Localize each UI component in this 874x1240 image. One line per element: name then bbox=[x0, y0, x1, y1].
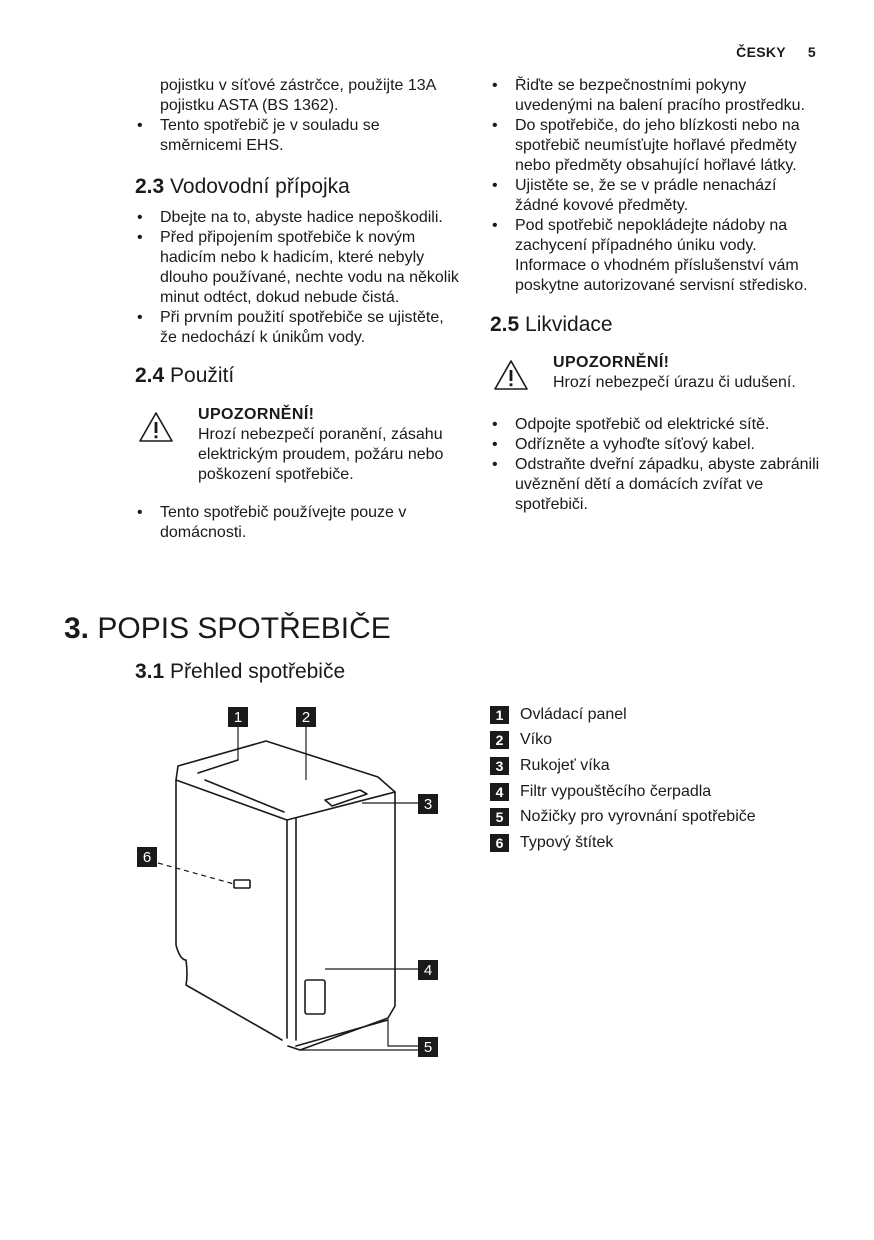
list-item: • Dbejte na to, abyste hadice nepoškodili. bbox=[135, 208, 465, 228]
legend-label: Filtr vypouštěcího čerpadla bbox=[520, 782, 712, 800]
header-language: ČESKY bbox=[736, 44, 786, 60]
warning-text: Hrozí nebezpečí úrazu či udušení. bbox=[553, 374, 796, 391]
legend-item bbox=[490, 753, 756, 779]
list-item: • Do spotřebiče, do jeho blízkosti nebo na spotřebič neumísťujte hořlavé předměty nebo předměty obsahující hořlavé látky. bbox=[490, 116, 820, 176]
page-number: 5 bbox=[807, 44, 816, 60]
svg-text:4: 4 bbox=[423, 962, 433, 979]
section-title: Vodovodní přípojka bbox=[170, 175, 350, 198]
legend-item bbox=[490, 804, 756, 830]
legend-label: Víko bbox=[520, 731, 553, 749]
list-item: • Tento spotřebič je v souladu se směrnicemi EHS. bbox=[135, 116, 465, 156]
callout-2 bbox=[296, 707, 316, 727]
legend-item bbox=[490, 830, 756, 856]
section-title: Přehled spotřebiče bbox=[170, 660, 346, 683]
section-title: Likvidace bbox=[525, 313, 613, 336]
legend-label: Rukojeť víka bbox=[520, 756, 610, 774]
warning-title: UPOZORNĚNÍ! bbox=[198, 406, 315, 423]
svg-text:1: 1 bbox=[233, 709, 243, 726]
warning-title: UPOZORNĚNÍ! bbox=[553, 354, 670, 371]
svg-text:5: 5 bbox=[423, 1039, 433, 1056]
svg-text:2: 2 bbox=[301, 709, 311, 726]
section-number: 3.1 bbox=[135, 660, 165, 683]
legend-number: 3 bbox=[490, 757, 509, 775]
legend-number: 1 bbox=[490, 706, 509, 724]
legend-label: Typový štítek bbox=[520, 833, 614, 851]
svg-text:3: 3 bbox=[423, 796, 433, 813]
callout-4 bbox=[418, 960, 438, 980]
list-item: • Při prvním použití spotřebiče se ujistěte, že nedochází k únikům vody. bbox=[135, 308, 465, 348]
legend-number: 5 bbox=[490, 808, 509, 826]
list-item: • Odřízněte a vyhoďte síťový kabel. bbox=[490, 435, 820, 455]
section-title: Použití bbox=[170, 364, 235, 387]
svg-text:6: 6 bbox=[142, 849, 152, 866]
legend-item bbox=[490, 702, 756, 728]
chapter-title: POPIS SPOTŘEBIČE bbox=[97, 612, 391, 645]
legend-item bbox=[490, 728, 756, 754]
diagram-legend bbox=[490, 702, 756, 856]
legend-number: 6 bbox=[490, 834, 509, 852]
legend-number: 4 bbox=[490, 783, 509, 801]
callout-6 bbox=[137, 847, 157, 867]
list-item: • Před připojením spotřebiče k novým hadicím nebo k hadicím, které nebyly dlouho používané, nechte vodu na několik minut odtéct, dokud nebude čistá. bbox=[135, 228, 465, 308]
callout-5 bbox=[418, 1037, 438, 1057]
callout-3 bbox=[418, 794, 438, 814]
warning-text: Hrozí nebezpečí poranění, zásahu elektrickým proudem, požáru nebo poškození spotřebiče. bbox=[198, 426, 444, 483]
callout-leaders bbox=[158, 727, 418, 1050]
section-number: 2.4 bbox=[135, 364, 165, 387]
list-item: • Tento spotřebič používejte pouze v domácnosti. bbox=[135, 503, 465, 543]
legend-number: 2 bbox=[490, 731, 509, 749]
intro-continuation: pojistku v síťové zástrčce, použijte 13A pojistku ASTA (BS 1362). bbox=[160, 77, 436, 114]
list-item: • Odstraňte dveřní západku, abyste zabránili uvěznění dětí a domácích zvířat ve spotřebiči. bbox=[490, 455, 820, 515]
section-number: 2.5 bbox=[490, 313, 520, 336]
legend-label: Nožičky pro vyrovnání spotřebiče bbox=[520, 808, 756, 826]
list-item: • Řiďte se bezpečnostními pokyny uvedenými na balení pracího prostředku. bbox=[490, 76, 820, 116]
list-item: • Odpojte spotřebič od elektrické sítě. bbox=[490, 415, 820, 435]
legend-label: Ovládací panel bbox=[520, 705, 627, 723]
list-item: • Ujistěte se, že se v prádle nenachází žádné kovové předměty. bbox=[490, 176, 820, 216]
list-item: • Pod spotřebič nepokládejte nádoby na zachycení případného úniku vody. Informace o vhodném příslušenství vám poskytne autorizované servisní středisko. bbox=[490, 216, 820, 296]
section-number: 2.3 bbox=[135, 175, 165, 198]
washing-machine-illustration bbox=[176, 741, 395, 1050]
chapter-number: 3. bbox=[64, 612, 90, 645]
callout-1 bbox=[228, 707, 248, 727]
legend-item bbox=[490, 779, 756, 805]
